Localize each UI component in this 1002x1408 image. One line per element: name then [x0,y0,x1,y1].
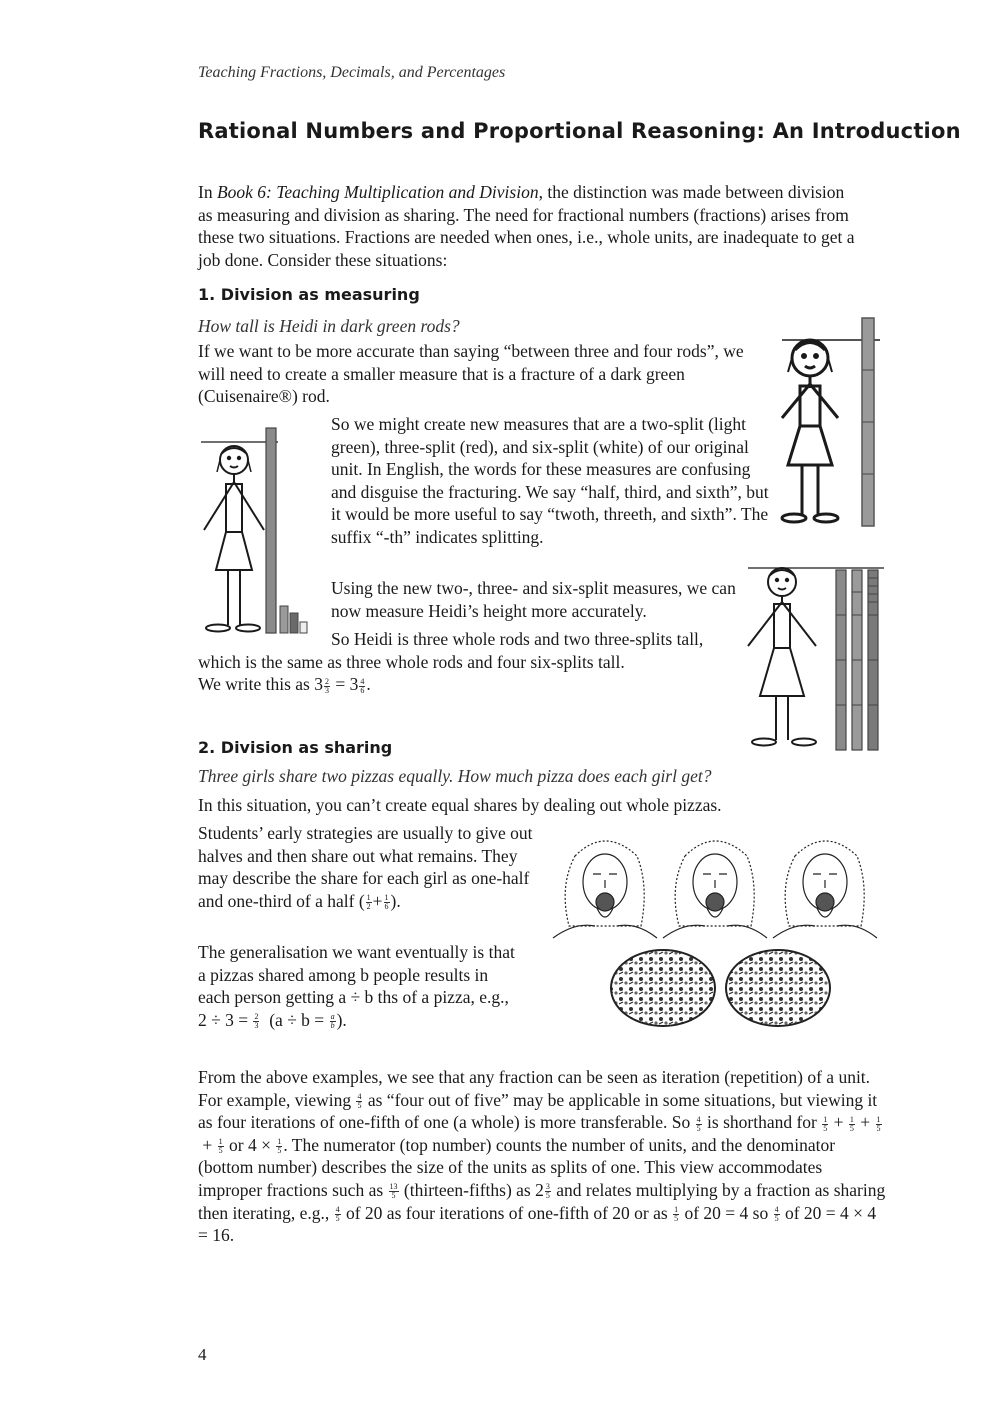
fraction-13-5: $\frac{13}{5}$ [389,1182,398,1201]
girl-face-3 [773,841,877,938]
equals-sign: = [330,674,350,695]
intro-rest: , the distinction was made between division as measuring and division as sharing. The need for fractional numbers (fractions) arises from these two situations. Fractions are needed when ones, i.e., whole units, are inadequate to get a job done. Consider these situations: [198,182,855,270]
fraction-4-5-c: $\frac{4}{5}$ [335,1205,340,1224]
fraction-1-5-f: $\frac{1}{5}$ [674,1205,679,1224]
section2-paragraph1: In this situation, you can’t create equal shares by dealing out whole pizzas. [198,795,722,815]
heidi-rod-illustration [770,310,890,535]
section1-paragraph1: If we want to be more accurate than saying “between three and four rods”, we will need to create a smaller measure that is a fracture of a dark green (Cuisenaire®) rod. [198,341,744,407]
section2-paragraph2-text: Students’ early strategies are usually to give out halves and then share out what remains. They may describe the share for each girl as one-half and one-third of a half ( [198,823,533,911]
fraction-3-5: $\frac{3}{5}$ [545,1182,550,1201]
section1-question: How tall is Heidi in dark green rods? [198,316,460,336]
section2-paragraph3-text: The generalisation we want eventually is that a pizzas shared among b people results in each person getting a ÷ b ths of a pizza, e.g., 2 ÷ 3 = [198,942,515,1030]
fraction-1-6: $\frac{1}{6}$ [384,893,389,912]
running-head: Teaching Fractions, Decimals, and Percentages [198,64,506,81]
book-reference: Book 6: Teaching Multiplication and Division [216,182,539,202]
section1-heading: 1. Division as measuring [198,285,420,304]
fraction-1-5-d: $\frac{1}{5}$ [218,1137,223,1156]
rod-stack-left [266,428,307,633]
fraction-1-2: $\frac{1}{2}$ [366,893,371,912]
section2-paragraph3: The generalisation we want eventually is that a pizzas shared among b people results in each person getting a ÷ b ths of a pizza, e.g., 2 ÷ 3 = $\frac{2}{3}$ (a ÷ b = $\frac{a}{b}$ ). [198,942,515,1031]
page-title: Rational Numbers and Proportional Reasoning: An Introduction [198,119,961,143]
two-split-rod [280,606,288,633]
intro-paragraph [198,181,858,271]
fraction-2-3-share: $\frac{2}{3}$ [254,1012,259,1031]
dark-green-rod-stack [862,318,874,526]
girl-face-2 [663,841,767,938]
intro-lead: In [198,182,217,202]
fraction-4-5-b: $\frac{4}{5}$ [696,1114,701,1133]
fraction-4-6: $\frac{4}{6}$ [360,676,365,695]
fraction-2-3: $\frac{2}{3}$ [324,676,329,695]
eq-whole-1: 3 [314,674,323,695]
girl-face-1 [553,841,657,938]
fraction-4-5: $\frac{4}{5}$ [357,1092,362,1111]
two-pizzas-illustration [608,946,838,1032]
section2-heading: 2. Division as sharing [198,738,393,757]
fraction-1-5-a: $\frac{1}{5}$ [823,1114,828,1133]
conclusion-paragraph: From the above examples, we see that any fraction can be seen as iteration (repetition) of a unit. For example, viewing $\frac{4}{5}$ as “four out of five” may be applicable in some situations, but viewing it as four iterations of one-fifth of one (a whole) is more transferable. So $\frac{4}{5}$ is shorthand for $\frac{1}{5}$ + $\frac{1}{5}$ + $\frac{1}{5}$ + $\frac{1}{5}$ or 4 × $\frac{1}{5}$ . The numerator (top number) counts the number of units, and the denominator (bottom number) describes the size of the units as splits of one. This view accommodates improper fractions such as $\frac{13}{5}$ (thirteen-fifths) as 2 $\frac{3}{5}$ and relates multiplying by a fraction as sharing then iterating, e.g., $\frac{4}{5}$ of 20 as four iterations of one-fifth of 20 or as $\frac{1}{5}$ of 20 = 4 so $\frac{4}{5}$ of 20 = 4 × 4 = 16. [198,1067,886,1246]
section2-question: Three girls share two pizzas equally. How much pizza does each girl get? [198,766,712,786]
section1-paragraph3: Using the new two-, three- and six-split measures, we can now measure Heidi’s height more accurately. [331,578,736,621]
fraction-1-5-b: $\frac{1}{5}$ [849,1114,854,1133]
girls-eating-pizza-illustration [545,826,885,944]
tall-rod [266,428,276,633]
section2-paragraph2: Students’ early strategies are usually to give out halves and then share out what remains. They may describe the share for each girl as one-half and one-third of a half ( $\frac{1}{2}$ + $\frac{1}{6}$ ). [198,823,533,912]
rod-stack-right [836,570,878,750]
mixed-number-equation: 3 $\frac{2}{3}$ = 3 $\frac{4}{6}$ . [314,674,371,695]
three-split-rod [290,613,298,633]
write-lead: We write this as [198,674,315,695]
eq-whole-2: 3 [349,674,359,695]
fraction-1-5-e: $\frac{1}{5}$ [277,1137,282,1156]
pizza-2 [726,950,830,1026]
section1-paragraph2: So we might create new measures that are a two-split (light green), three-split (red), and six-split (white) of our original unit. In English, the words for these measures are confusing and disguise the fracturing. We say “half, third, and sixth”, but it would be more useful to say “twoth, threeth, and sixth”. The suffix “-th” indicates splitting. [331,414,769,547]
pizza-1 [611,950,715,1026]
six-split-rod [300,622,307,633]
heidi-multi-rods-illustration [742,560,892,755]
fraction-4-5-d: $\frac{4}{5}$ [774,1205,779,1224]
fraction-1-5-c: $\frac{1}{5}$ [876,1114,881,1133]
heidi-split-rods-illustration [196,420,326,642]
fraction-a-b: $\frac{a}{b}$ [330,1012,335,1031]
heidi-figure-small-right [748,568,884,746]
page-number: 4 [198,1345,207,1364]
section1-paragraph4-text: So Heidi is three whole rods and two three-splits tall, which is the same as three whole rods and four six-splits tall. [198,629,704,672]
